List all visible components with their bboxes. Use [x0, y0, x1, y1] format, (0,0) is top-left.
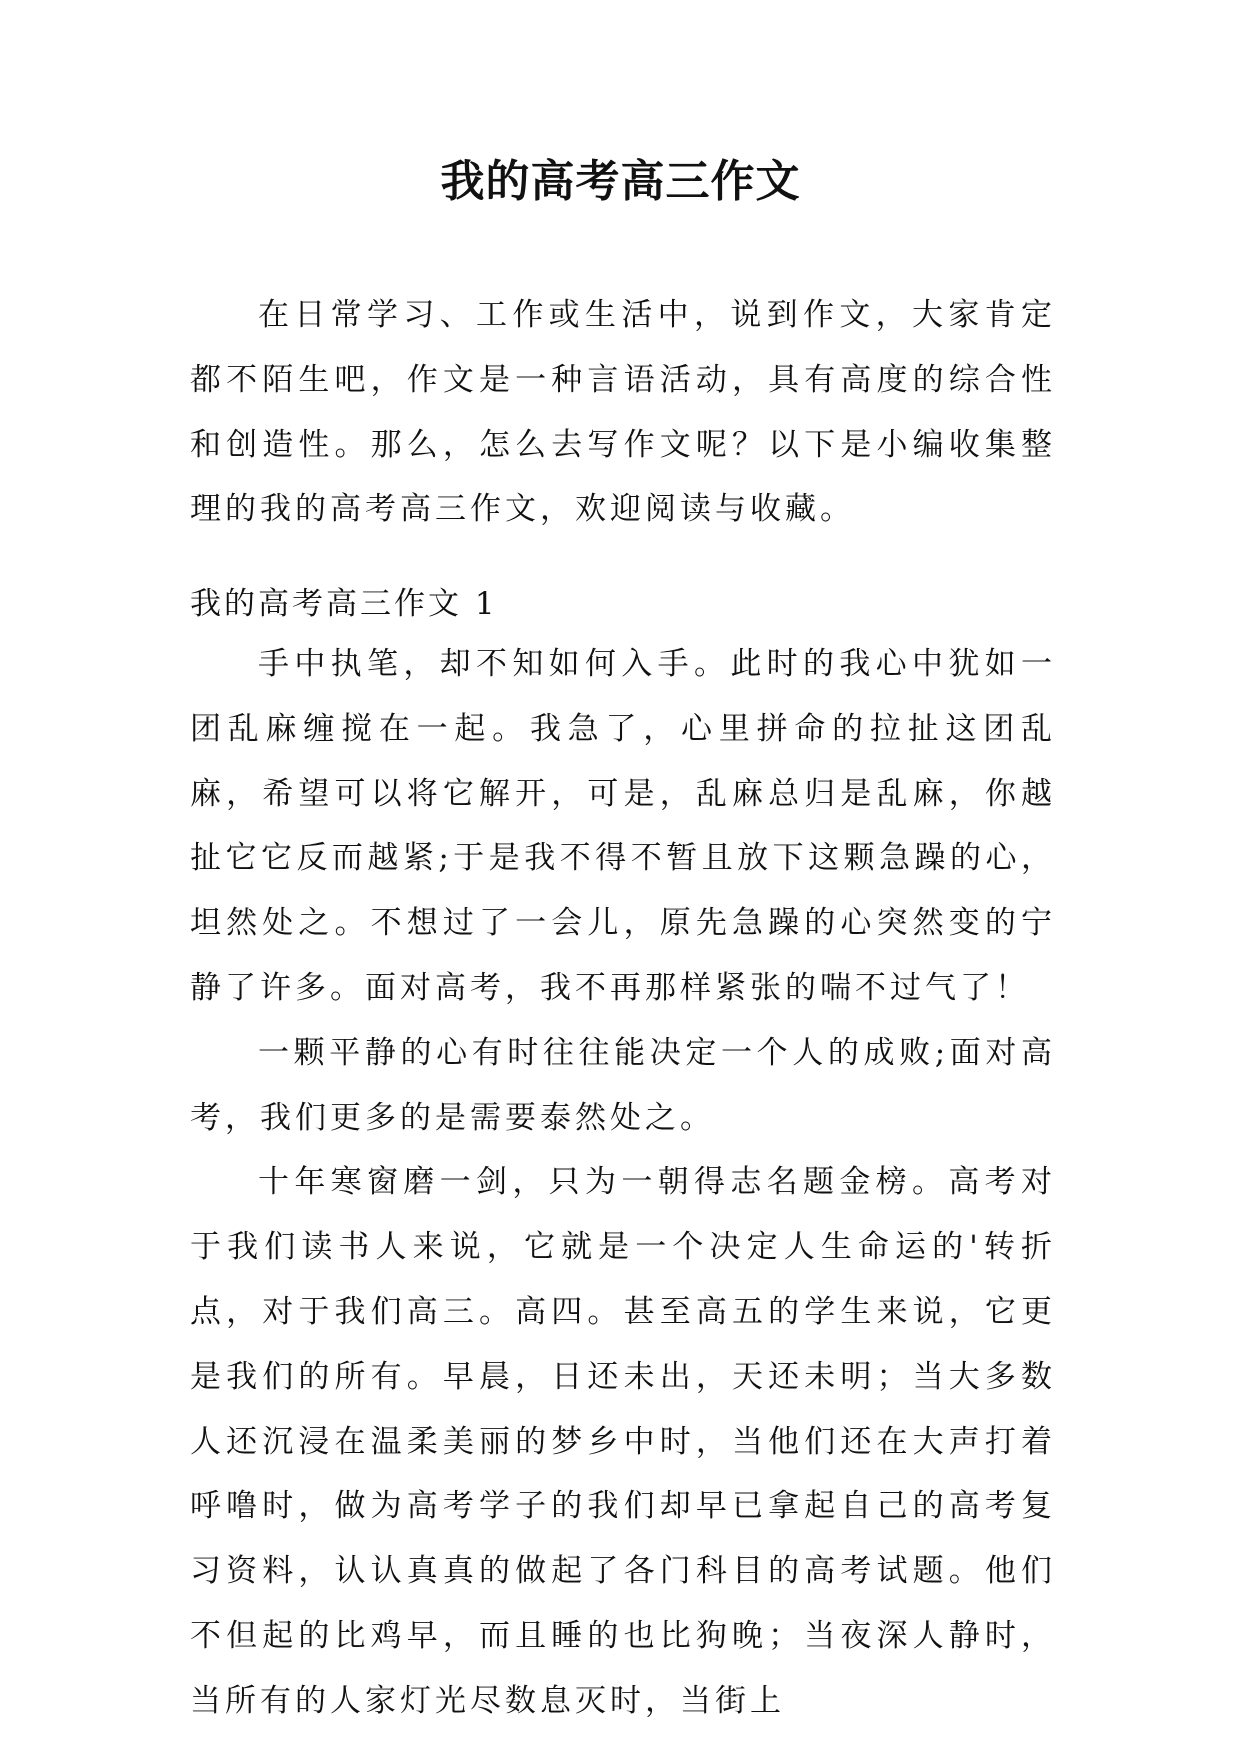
intro-section — [190, 283, 1056, 542]
essay-paragraph: 一颗平静的心有时往往能决定一个人的成败;面对高考，我们更多的是需要泰然处之。 — [190, 1034, 1056, 1136]
section-heading: 我的高考高三作文 1 — [190, 586, 498, 622]
intro-paragraph: 在日常学习、工作或生活中，说到作文，大家肯定都不陌生吧，作文是一种言语活动，具有高度的综合性和创造性。那么，怎么去写作文呢？以下是小编收集整理的我的高考高三作文，欢迎阅读与收藏。 — [190, 297, 1056, 528]
document-title: 我的高考高三作文 — [440, 156, 801, 207]
essay-paragraph: 手中执笔，却不知如何入手。此时的我心中犹如一团乱麻缠搅在一起。我急了，心里拼命的拉扯这团乱麻，希望可以将它解开，可是，乱麻总归是乱麻，你越扯它它反而越紧;于是我不得不暂且放下这颗急躁的心，坦然处之。不想过了一会儿，原先急躁的心突然变的宁静了许多。面对高考，我不再那样紧张的喘不过气了！ — [190, 646, 1056, 1006]
essay-body — [190, 632, 1056, 1734]
essay-paragraph: 十年寒窗磨一剑，只为一朝得志名题金榜。高考对于我们读书人来说，它就是一个决定人生命运的'转折点，对于我们高三。高四。甚至高五的学生来说，它更是我们的所有。早晨，日还未出，天还未明；当大多数人还沉浸在温柔美丽的梦乡中时，当他们还在大声打着呼噜时，做为高考学子的我们却早已拿起自己的高考复习资料，认认真真的做起了各门科目的高考试题。他们不但起的比鸡早，而且睡的也比狗晚；当夜深人静时，当所有的人家灯光尽数息灭时，当街上 — [190, 1164, 1056, 1719]
